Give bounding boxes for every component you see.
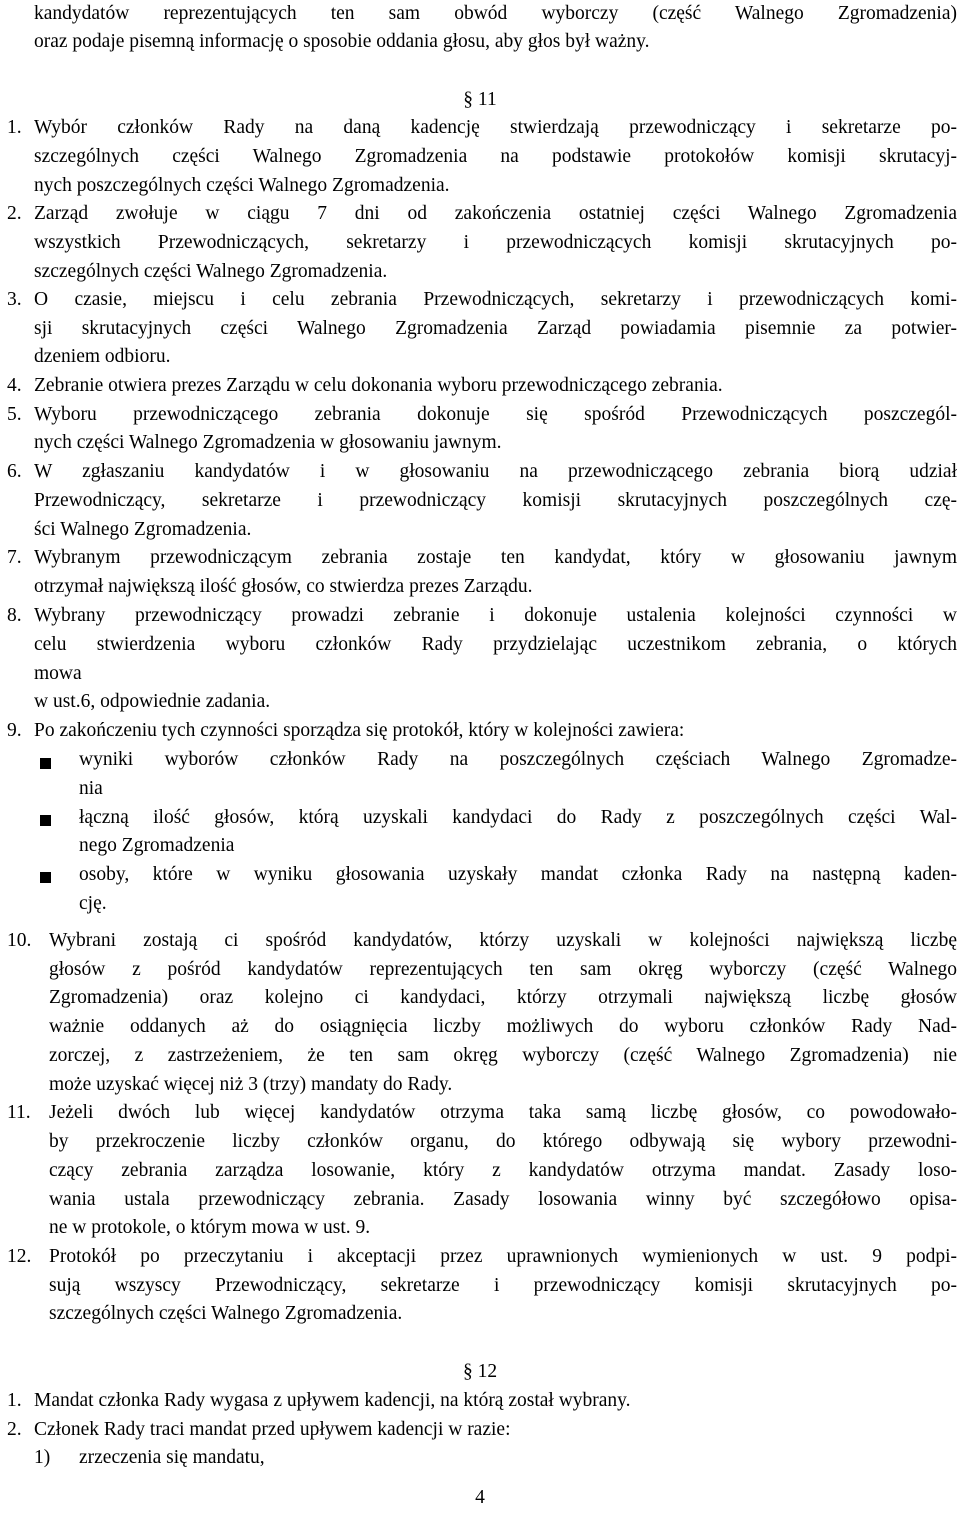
square-bullet-icon [40,758,51,769]
item-number: 2. [7,1419,22,1440]
item-5-line-2: nych części Walnego Zgromadzenia w głosowaniu jawnym. [34,432,502,453]
bullet-2-line-1: łączną ilość głosów, którą uzyskali kandydaci do Rady z poszczególnych części Wal- [79,807,957,828]
item-10-line-4: ważnie oddanych aż do osiągnięcia liczby możliwych do wyboru członków Rady Nad- [49,1016,957,1037]
item-6-line-2: Przewodniczący, sekretarze i przewodniczący komisji skrutacyjnych poszczególnych czę- [34,490,957,511]
item-number: 6. [7,461,22,482]
item-number: 4. [7,375,22,396]
intro-line-2: oraz podaje pisemną informację o sposobie oddania głosu, aby głos był ważny. [34,31,650,52]
item-number: 12. [7,1246,32,1267]
item-11-line-3: czący zebrania zarządza losowanie, który z kandydatów otrzyma mandat. Zasady loso- [49,1160,957,1181]
item-11-line-1: Jeżeli dwóch lub więcej kandydatów otrzyma taka samą liczbę głosów, co powodowało- [49,1102,957,1123]
item-number: 3. [7,289,22,310]
item-3-line-2: sji skrutacyjnych części Walnego Zgromadzenia Zarząd powiadamia pisemnie za potwier- [34,318,957,339]
item-2-line-2: wszystkich Przewodniczących, sekretarzy i przewodniczących komisji skrutacyjnych po- [34,232,957,253]
item-11-line-4: wania ustala przewodniczący zebrania. Zasady losowania winny być szczegółowo opisa- [49,1189,957,1210]
item-9-line-1: Po zakończeniu tych czynności sporządza się protokół, który w kolejności zawiera: [34,720,685,741]
item-number: 1. [7,117,22,138]
item-11-line-2: by przekroczenie liczby członków organu, do którego odbywają się wybory przewodni- [49,1131,957,1152]
item-2-line-3: szczególnych części Walnego Zgromadzenia. [34,261,388,282]
square-bullet-icon [40,815,51,826]
section-11-heading: § 11 [463,89,497,110]
item-10-line-2: głosów z pośród kandydatów reprezentujących ten sam okręg wyborczy (część Walnego [49,959,957,980]
item-8-line-4: w ust.6, odpowiednie zadania. [34,691,271,712]
item-number: 9. [7,720,22,741]
bullet-1-line-2: nia [79,778,103,799]
subitem-number: 1) [34,1447,51,1468]
section-12-heading: § 12 [462,1361,498,1382]
bullet-3-line-1: osoby, które w wyniku głosowania uzyskały mandat członka Rady na następną kaden- [79,864,957,885]
item-7-line-2: otrzymał największą ilość głosów, co stwierdza prezes Zarządu. [34,576,533,597]
page-number: 4 [475,1487,485,1508]
item-11-line-5: ne w protokole, o którym mowa w ust. 9. [49,1217,371,1238]
item-10-line-6: może uzyskać więcej niż 3 (trzy) mandaty do Rady. [49,1074,453,1095]
section-12-item-2: Członek Rady traci mandat przed upływem kadencji w razie: [34,1419,511,1440]
item-number: 10. [7,930,32,951]
section-12-item-1: Mandat członka Rady wygasa z upływem kadencji, na którą został wybrany. [34,1390,631,1411]
item-number: 11. [7,1102,31,1123]
item-4-line-1: Zebranie otwiera prezes Zarządu w celu dokonania wyboru przewodniczącego zebrania. [34,375,723,396]
item-1-line-3: nych poszczególnych części Walnego Zgromadzenia. [34,175,450,196]
item-3-line-1: O czasie, miejscu i celu zebrania Przewodniczących, sekretarzy i przewodniczących komi- [34,289,957,310]
item-10-line-3: Zgromadzenia) oraz kolejno ci kandydaci, którzy otrzymali największą liczbę głosów [49,987,957,1008]
item-8-line-3: mowa [34,663,82,684]
item-1-line-1: Wybór członków Rady na daną kadencję stwierdzają przewodniczący i sekretarze po- [34,117,957,138]
item-12-line-1: Protokół po przeczytaniu i akceptacji przez uprawnionych wymienionych w ust. 9 podpi- [49,1246,957,1267]
item-10-line-1: Wybrani zostają ci spośród kandydatów, którzy uzyskali w kolejności największą liczbę [49,930,957,951]
item-number: 5. [7,404,22,425]
item-12-line-3: szczególnych części Walnego Zgromadzenia. [49,1303,403,1324]
bullet-1-line-1: wyniki wyborów członków Rady na poszczególnych częściach Walnego Zgromadze- [79,749,957,770]
item-number: 7. [7,547,22,568]
item-number: 2. [7,203,22,224]
square-bullet-icon [40,872,51,883]
item-5-line-1: Wyboru przewodniczącego zebrania dokonuje się spośród Przewodniczących poszczegól- [34,404,957,425]
item-8-line-1: Wybrany przewodniczący prowadzi zebranie i dokonuje ustalenia kolejności czynności w [34,605,957,626]
bullet-3-line-2: cję. [79,893,107,914]
item-1-line-2: szczególnych części Walnego Zgromadzenia na podstawie protokołów komisji skrutacyj- [34,146,957,167]
item-2-line-1: Zarząd zwołuje w ciągu 7 dni od zakończenia ostatniej części Walnego Zgromadzenia [34,203,957,224]
item-number: 8. [7,605,22,626]
bullet-2-line-2: nego Zgromadzenia [79,835,235,856]
item-10-line-5: zorczej, z zastrzeżeniem, że ten sam okręg wyborczy (część Walnego Zgromadzenia) nie [49,1045,957,1066]
intro-line-1: kandydatów reprezentujących ten sam obwód wyborczy (część Walnego Zgromadzenia) [34,3,957,24]
item-6-line-1: W zgłaszaniu kandydatów i w głosowaniu na przewodniczącego zebrania biorą udział [34,461,957,482]
item-6-line-3: ści Walnego Zgromadzenia. [34,519,252,540]
item-8-line-2: celu stwierdzenia wyboru członków Rady przydzielając uczestnikom zebrania, o których [34,634,957,655]
section-12-subitem-1: zrzeczenia się mandatu, [79,1447,265,1468]
item-7-line-1: Wybranym przewodniczącym zebrania zostaje ten kandydat, który w głosowaniu jawnym [34,547,957,568]
item-3-line-3: dzeniem odbioru. [34,346,171,367]
item-number: 1. [7,1390,22,1411]
item-12-line-2: sują wszyscy Przewodniczący, sekretarze i przewodniczący komisji skrutacyjnych po- [49,1275,957,1296]
